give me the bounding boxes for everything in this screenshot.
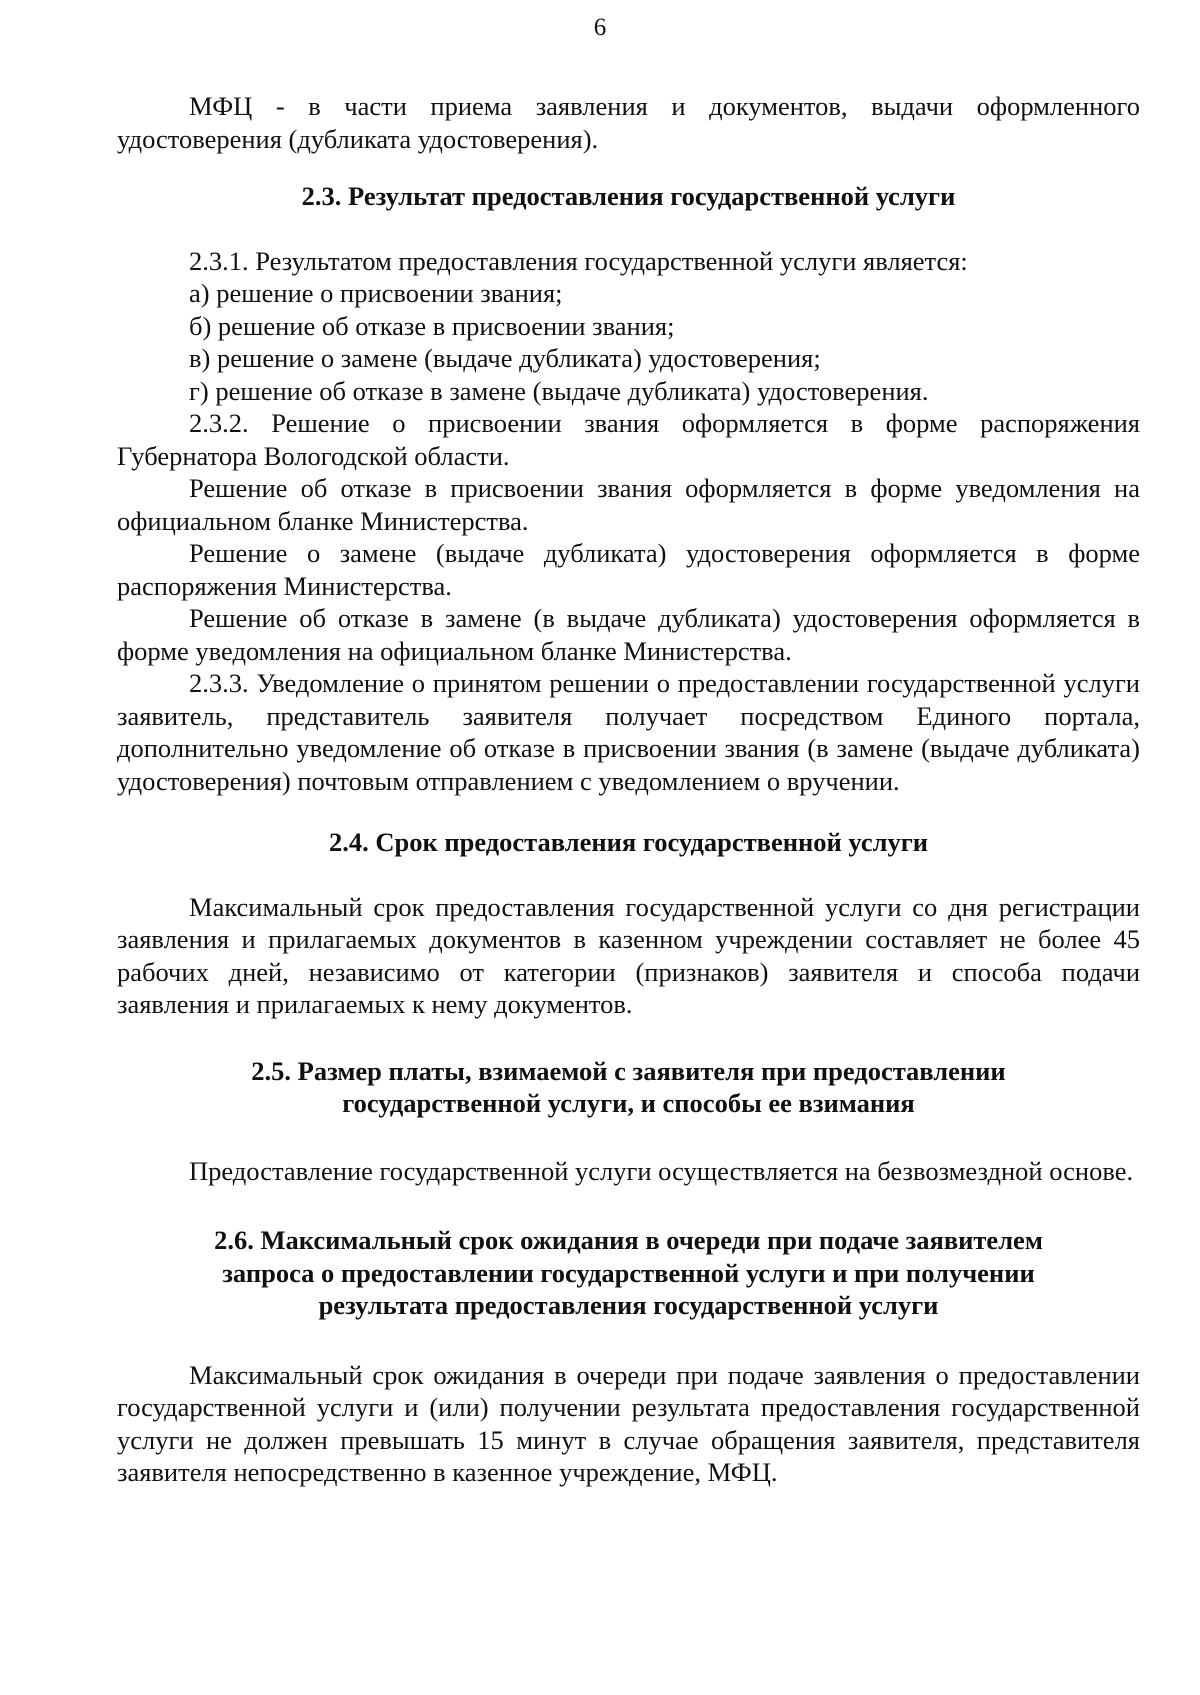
section-2-6-heading-line-3: результата предоставления государственной услуги <box>318 1290 939 1320</box>
section-2-3-1-paragraph: 2.3.1. Результатом предоставления государственной услуги является: <box>189 245 968 276</box>
section-2-6-heading-line-1: 2.6. Максимальный срок ожидания в очереди при подаче заявителем <box>214 1225 1043 1255</box>
replacement-form-paragraph: Решение о замене (выдаче дубликата) удостоверения оформляется в форме распоряжения Министерства. <box>117 538 1140 601</box>
replacement-refusal-paragraph: Решение об отказе в замене (в выдаче дубликата) удостоверения оформляется в форме уведомления на официальном бланке Министерства. <box>117 603 1140 666</box>
result-item-a: а) решение о присвоении звания; <box>189 278 563 308</box>
section-2-3-heading: 2.3. Результат предоставления государственной услуги <box>301 181 956 211</box>
section-2-4-heading: 2.4. Срок предоставления государственной услуги <box>328 827 929 857</box>
section-2-5-paragraph: Предоставление государственной услуги осуществляется на безвозмездной основе. <box>189 1155 1134 1186</box>
section-2-4-paragraph: Максимальный срок предоставления государственной услуги со дня регистрации заявления и прилагаемых документов в казенном учреждении составляет не более 45 рабочих дней, независимо от категории (признаков) заявителя и способа подачи заявления и прилагаемых к нему документов. <box>117 891 1140 1019</box>
section-2-5-heading <box>117 1055 1140 1120</box>
page-number: 6 <box>593 14 607 41</box>
section-2-6-heading-line-2: запроса о предоставлении государственной услуги и при получении <box>222 1257 1035 1288</box>
result-item-b: б) решение об отказе в присвоении звания; <box>189 310 675 341</box>
section-2-3-3-paragraph: 2.3.3. Уведомление о принятом решении о предоставлении государственной услуги заявитель, представитель заявителя получает посредством Единого портала, дополнительно уведомление об отказе в присвоении звания (в замене (выдаче дубликата) удостоверения) почтовым отправлением с уведомлением о вручении. <box>117 668 1140 796</box>
result-item-d: г) решение об отказе в замене (выдаче дубликата) удостоверения. <box>189 375 929 406</box>
section-2-6-heading <box>117 1224 1140 1322</box>
intro-paragraph: МФЦ - в части приема заявления и документов, выдачи оформленного удостоверения (дубликата удостоверения). <box>117 91 1140 154</box>
section-2-3-2-paragraph: 2.3.2. Решение о присвоении звания оформляется в форме распоряжения Губернатора Вологодской области. <box>117 408 1140 471</box>
section-2-6-paragraph: Максимальный срок ожидания в очереди при подаче заявления о предоставлении государственной услуги и (или) получении результата предоставления государственной услуги не должен превышать 15 минут в случае обращения заявителя, представителя заявителя непосредственно в казенное учреждение, МФЦ. <box>117 1359 1140 1487</box>
section-2-5-heading-line-1: 2.5. Размер платы, взимаемой с заявителя при предоставлении <box>251 1055 1006 1086</box>
section-2-5-heading-line-2: государственной услуги, и способы ее взимания <box>342 1088 915 1118</box>
refusal-form-paragraph: Решение об отказе в присвоении звания оформляется в форме уведомления на официальном бланке Министерства. <box>117 473 1140 536</box>
result-item-c: в) решение о замене (выдаче дубликата) удостоверения; <box>189 343 821 373</box>
document-body <box>117 90 1140 1489</box>
